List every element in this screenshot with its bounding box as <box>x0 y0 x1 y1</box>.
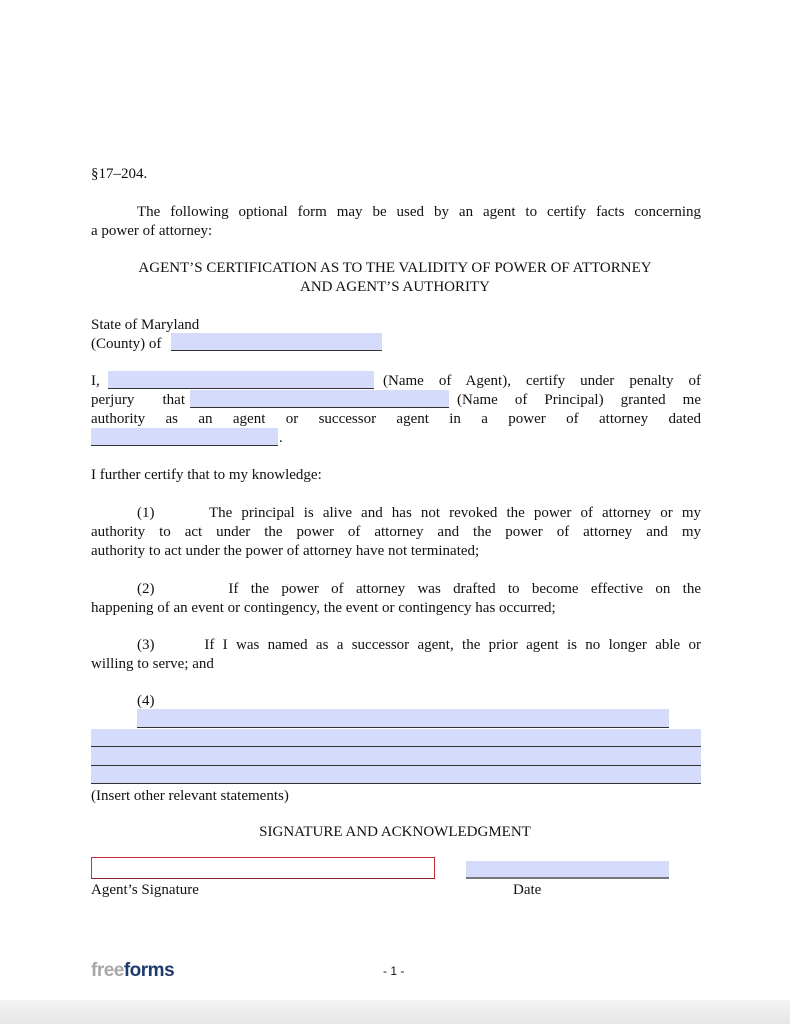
item-1-line-1: (1) The principal is alive and has not revoked the power of attorney or my <box>137 505 701 521</box>
item-3-line-1: (3) If I was named as a successor agent, the prior agent is no longer able or <box>137 637 701 653</box>
cert-perjury-text: perjury that <box>91 392 185 408</box>
viewer-bottom-bar <box>0 1000 790 1024</box>
logo-forms: forms <box>123 960 175 981</box>
cert-period: . <box>279 430 283 446</box>
county-label: (County) of <box>91 336 162 352</box>
agent-name-field[interactable] <box>108 371 374 389</box>
intro-line-1: The following optional form may be used by an agent to certify facts concerning <box>137 204 701 220</box>
cert-line-1-text: (Name of Agent), certify under penalty of <box>383 373 701 389</box>
statement-field-4[interactable] <box>91 766 701 784</box>
page-number: - 1 - <box>383 964 405 978</box>
date-label: Date <box>513 882 542 898</box>
cert-line-2-text: (Name of Principal) granted me <box>457 392 701 408</box>
item-2-line-1: (2) If the power of attorney was drafted to become effective on the <box>137 581 701 597</box>
principal-name-field[interactable] <box>190 390 449 408</box>
intro-line-2: a power of attorney: <box>91 223 213 239</box>
cert-i: I, <box>91 373 100 389</box>
poa-date-field[interactable] <box>91 428 278 446</box>
logo-free: free <box>91 960 124 981</box>
form-title-line-2: AND AGENT’S AUTHORITY <box>300 279 490 295</box>
further-certify: I further certify that to my knowledge: <box>91 467 322 483</box>
item-4-label: (4) <box>137 693 155 709</box>
cert-line-3: authority as an agent or successor agent in a power of attorney dated <box>91 411 701 427</box>
statement-field-1[interactable] <box>137 709 669 728</box>
date-field[interactable] <box>466 861 669 879</box>
county-field[interactable] <box>171 333 382 351</box>
freeforms-logo <box>91 960 174 982</box>
item-1-line-2: authority to act under the power of attorney and the power of attorney and my <box>91 524 701 540</box>
statement-field-3[interactable] <box>91 747 701 766</box>
insert-note: (Insert other relevant statements) <box>91 788 289 804</box>
statement-field-2[interactable] <box>91 729 701 747</box>
item-2-line-2: happening of an event or contingency, the event or contingency has occurred; <box>91 600 556 616</box>
section-number: §17–204. <box>91 166 148 182</box>
item-3-line-2: willing to serve; and <box>91 656 214 672</box>
item-1-line-3: authority to act under the power of attorney have not terminated; <box>91 543 480 559</box>
state-label: State of Maryland <box>91 317 200 333</box>
form-title-line-1: AGENT’S CERTIFICATION AS TO THE VALIDITY OF POWER OF ATTORNEY <box>138 260 652 276</box>
signature-heading: SIGNATURE AND ACKNOWLEDGMENT <box>259 824 531 840</box>
signature-label: Agent’s Signature <box>91 882 199 898</box>
signature-field[interactable] <box>91 857 435 879</box>
